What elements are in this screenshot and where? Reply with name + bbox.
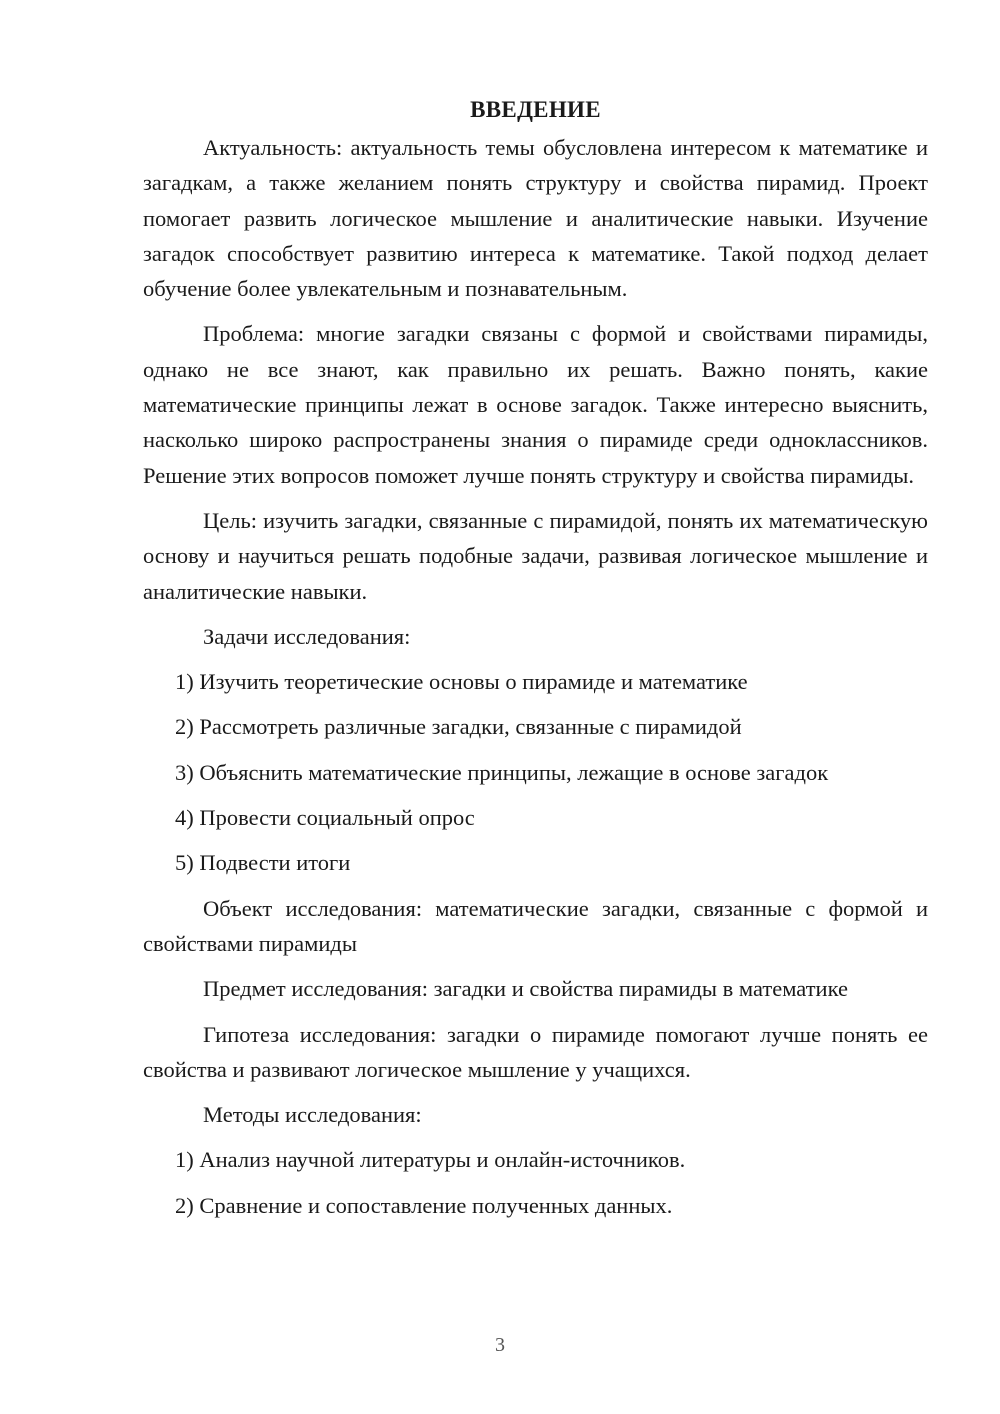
task-item: 1) Изучить теоретические основы о пирамиде и математике bbox=[175, 669, 748, 695]
page-content bbox=[143, 88, 928, 1233]
tasks-heading: Задачи исследования: bbox=[203, 623, 411, 649]
method-item: 1) Анализ научной литературы и онлайн-источников. bbox=[175, 1147, 686, 1173]
paragraph-relevance: Актуальность: актуальность темы обусловлена интересом к математике и загадкам, а также желанием понять структуру и свойства пирамид. Проект помогает развить логическое мышление и аналитические навыки. Изучение загадок способствует развитию интереса к математике. Такой подход делает обучение более увлекательным и познавательным. bbox=[143, 135, 928, 302]
methods-heading: Методы исследования: bbox=[203, 1102, 422, 1128]
paragraph-problem: Проблема: многие загадки связаны с формой и свойствами пирамиды, однако не все знают, как правильно их решать. Важно понять, какие математические принципы лежат в основе загадок. Также интересно выяснить, насколько широко распространены знания о пирамиде среди одноклассников. Решение этих вопросов поможет лучше понять структуру и свойства пирамиды. bbox=[143, 321, 928, 488]
paragraph-object: Объект исследования: математические загадки, связанные с формой и свойствами пирамиды bbox=[143, 895, 928, 956]
task-item: 3) Объяснить математические принципы, лежащие в основе загадок bbox=[175, 759, 829, 785]
page-number: 3 bbox=[495, 1334, 505, 1356]
method-item: 2) Сравнение и сопоставление полученных данных. bbox=[175, 1192, 673, 1218]
task-item: 4) Провести социальный опрос bbox=[175, 805, 475, 831]
task-item: 5) Подвести итоги bbox=[175, 850, 351, 876]
page-title: ВВЕДЕНИЕ bbox=[470, 97, 601, 122]
paragraph-hypothesis: Гипотеза исследования: загадки о пирамиде помогают лучше понять ее свойства и развивают логическое мышление у учащихся. bbox=[143, 1021, 928, 1082]
paragraph-goal: Цель: изучить загадки, связанные с пирамидой, понять их математическую основу и научиться решать подобные задачи, развивая логическое мышление и аналитические навыки. bbox=[143, 507, 928, 604]
task-item: 2) Рассмотреть различные загадки, связанные с пирамидой bbox=[175, 714, 742, 740]
paragraph-subject: Предмет исследования: загадки и свойства пирамиды в математике bbox=[203, 976, 848, 1002]
